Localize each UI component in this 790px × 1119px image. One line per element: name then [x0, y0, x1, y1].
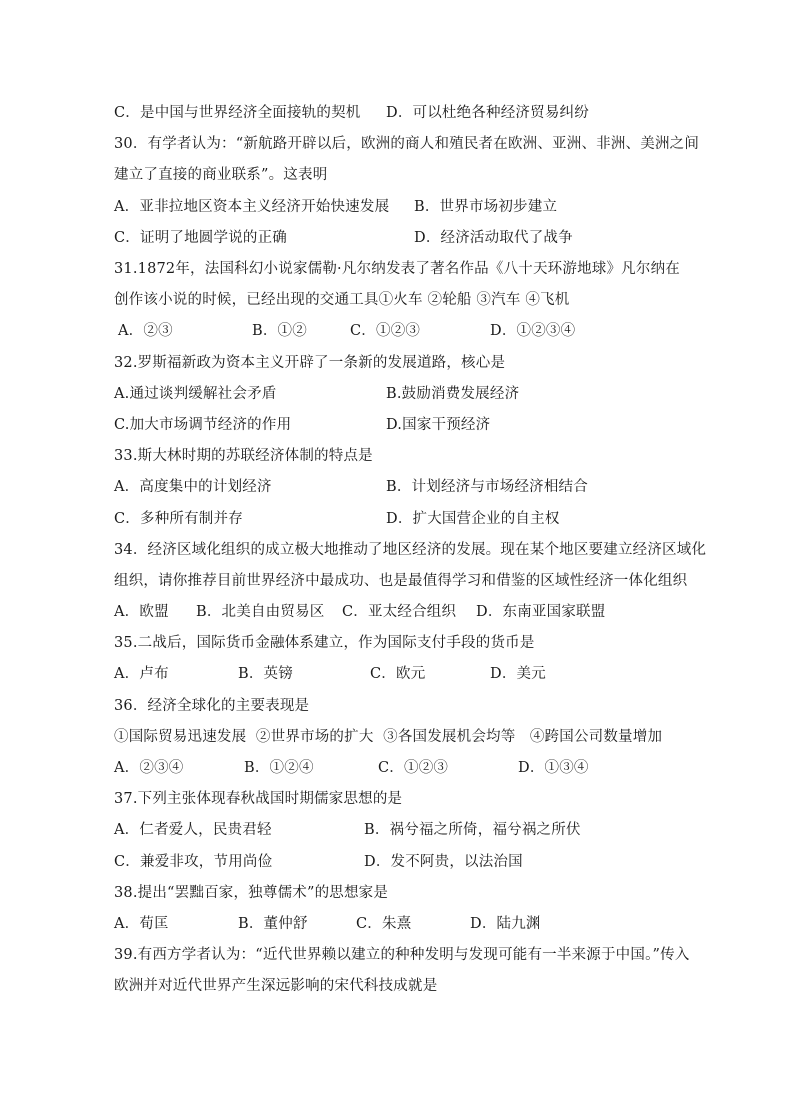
q32-option-c: C.加大市场调节经济的作用	[114, 417, 292, 433]
q33-option-b: B．计划经济与市场经济相结合	[386, 479, 588, 495]
q39-stem-line-1: 39.有西方学者认为：“近代世界赖以建立的种种发明与发现可能有一半来源于中国。”传入	[114, 947, 690, 963]
q38-stem: 38.提出“罢黜百家，独尊儒术”的思想家是	[114, 885, 389, 901]
q36-option-c: C．①②③	[378, 760, 449, 776]
q30-option-c: C．证明了地圆学说的正确	[114, 230, 287, 246]
q30-stem-line-2: 建立了直接的商业联系”。这表明	[114, 167, 328, 183]
q36-stem-line-1: 36．经济全球化的主要表现是	[114, 698, 310, 714]
q33-option-d: D．扩大国营企业的自主权	[386, 511, 560, 527]
q35-option-d: D．美元	[490, 666, 546, 682]
q36-option-b: B．①②④	[244, 760, 314, 776]
q38-option-b: B．董仲舒	[238, 916, 308, 932]
q38-option-a: A．荀匡	[114, 916, 169, 932]
q35-option-a: A．卢布	[114, 666, 169, 682]
q33-option-c: C．多种所有制并存	[114, 511, 243, 527]
q36-option-d: D．①③④	[518, 760, 589, 776]
q29-option-d: D．可以杜绝各种经济贸易纠纷	[386, 105, 589, 121]
q36-option-a: A．②③④	[114, 760, 184, 776]
q35-option-c: C．欧元	[370, 666, 426, 682]
q37-option-b: B．祸兮福之所倚，福兮祸之所伏	[364, 822, 581, 838]
q34-option-b: B．北美自由贸易区	[196, 604, 325, 620]
q31-stem-line-2: 创作该小说的时候，已经出现的交通工具①火车 ②轮船 ③汽车 ④飞机	[114, 292, 570, 308]
q31-option-d: D．①②③④	[490, 323, 576, 339]
q31-option-a: A．②③	[118, 323, 173, 339]
q38-option-c: C．朱熹	[356, 916, 412, 932]
q32-option-a: A.通过谈判缓解社会矛盾	[114, 386, 277, 402]
q37-option-c: C．兼爱非攻，节用尚俭	[114, 854, 273, 870]
q32-stem: 32.罗斯福新政为资本主义开辟了一条新的发展道路，核心是	[114, 355, 506, 371]
q34-option-d: D．东南亚国家联盟	[476, 604, 606, 620]
q34-stem-line-2: 组织，请你推荐目前世界经济中最成功、也是最值得学习和借鉴的区域性经济一体化组织	[114, 573, 688, 589]
q29-option-c: C．是中国与世界经济全面接轨的契机	[114, 105, 361, 121]
q32-option-d: D.国家干预经济	[386, 417, 491, 433]
q30-option-b: B．世界市场初步建立	[414, 199, 558, 215]
q33-option-a: A．高度集中的计划经济	[114, 479, 272, 495]
q35-option-b: B．英镑	[238, 666, 293, 682]
q36-stem-line-2: ①国际贸易迅速发展 ②世界市场的扩大 ③各国发展机会均等 ④跨国公司数量增加	[114, 729, 663, 745]
q37-option-a: A．仁者爱人，民贵君轻	[114, 822, 272, 838]
q31-stem-line-1: 31.1872年，法国科幻小说家儒勒·凡尔纳发表了著名作品《八十天环游地球》凡尔纳在	[114, 261, 680, 277]
q33-stem: 33.斯大林时期的苏联经济体制的特点是	[114, 448, 373, 464]
q31-option-c: C．①②③	[350, 323, 421, 339]
q37-option-d: D．发不阿贵，以法治国	[364, 854, 523, 870]
q39-stem-line-2: 欧洲并对近代世界产生深远影响的宋代科技成就是	[114, 978, 438, 994]
q31-option-b: B．①②	[252, 323, 307, 339]
q37-stem: 37.下列主张体现春秋战国时期儒家思想的是	[114, 791, 403, 807]
q34-option-c: C．亚太经合组织	[342, 604, 457, 620]
q34-option-a: A．欧盟	[114, 604, 169, 620]
q34-stem-line-1: 34．经济区域化组织的成立极大地推动了地区经济的发展。现在某个地区要建立经济区域化	[114, 542, 707, 558]
q32-option-b: B.鼓励消费发展经济	[386, 386, 520, 402]
q38-option-d: D．陆九渊	[470, 916, 541, 932]
q30-option-a: A．亚非拉地区资本主义经济开始快速发展	[114, 199, 390, 215]
q35-stem: 35.二战后，国际货币金融体系建立，作为国际支付手段的货币是	[114, 635, 535, 651]
q30-stem-line-1: 30．有学者认为：“新航路开辟以后，欧洲的商人和殖民者在欧洲、亚洲、非洲、美洲之间	[114, 136, 700, 152]
q30-option-d: D．经济活动取代了战争	[414, 230, 573, 246]
